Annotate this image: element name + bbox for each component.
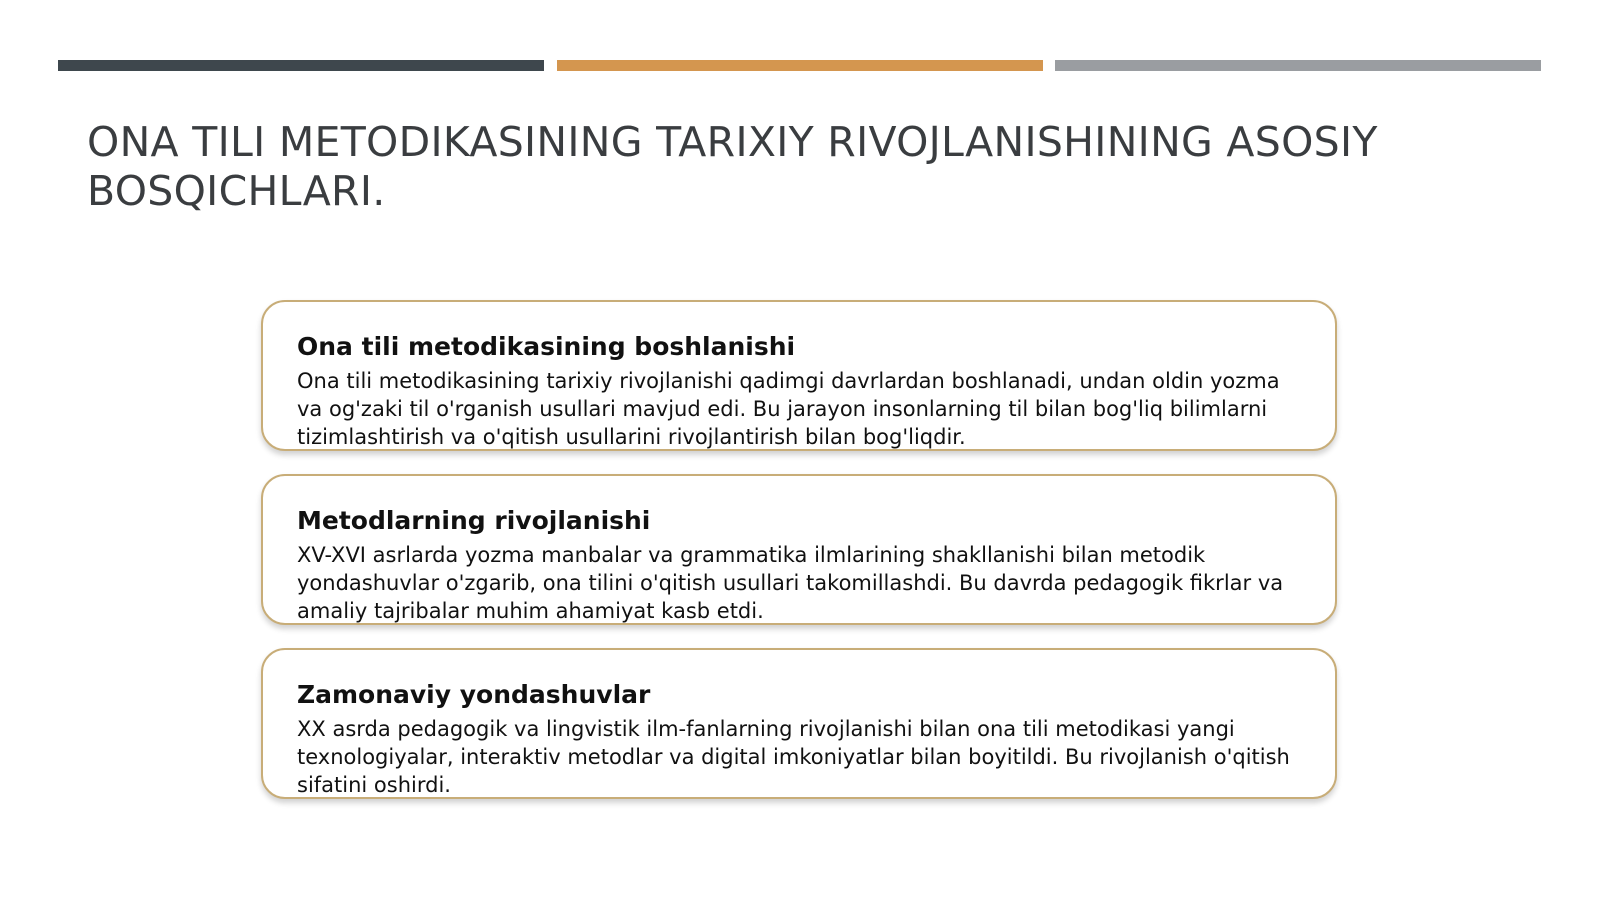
card-body: Ona tili metodikasining tarixiy rivojlanishi qadimgi davrlardan boshlanadi, undan oldin yozma va og'zaki til o'rganish usullari mavjud edi. Bu jarayon insonlarning til bilan bog'liq bilimlarni tizimlashtirish va o'qitish usullarini rivojlantirish bilan bog'liqdir. xyxy=(297,369,1280,449)
stage-card-modern xyxy=(261,648,1337,799)
card-heading: Zamonaviy yondashuvlar xyxy=(297,680,651,709)
accent-bar-gray xyxy=(1055,60,1541,71)
accent-bar-dark xyxy=(58,60,544,71)
stage-card-beginning xyxy=(261,300,1337,451)
stage-card-methods xyxy=(261,474,1337,625)
card-body: XX asrda pedagogik va lingvistik ilm-fanlarning rivojlanishi bilan ona tili metodikasi yangi texnologiyalar, interaktiv metodlar va digital imkoniyatlar bilan boyitildi. Bu rivojlanish o'qitish sifatini oshirdi. xyxy=(297,717,1290,797)
accent-bar-orange xyxy=(557,60,1043,71)
card-body: XV-XVI asrlarda yozma manbalar va grammatika ilmlarining shakllanishi bilan metodik yondashuvlar o'zgarib, ona tilini o'qitish usullari takomillashdi. Bu davrda pedagogik fikrlar va amaliy tajribalar muhim ahamiyat kasb etdi. xyxy=(297,543,1284,623)
slide-title: ONA TILI METODIKASINING TARIXIY RIVOJLANISHINING ASOSIY BOSQICHLARI. xyxy=(87,118,1378,215)
card-heading: Ona tili metodikasining boshlanishi xyxy=(297,332,796,361)
card-heading: Metodlarning rivojlanishi xyxy=(297,506,651,535)
